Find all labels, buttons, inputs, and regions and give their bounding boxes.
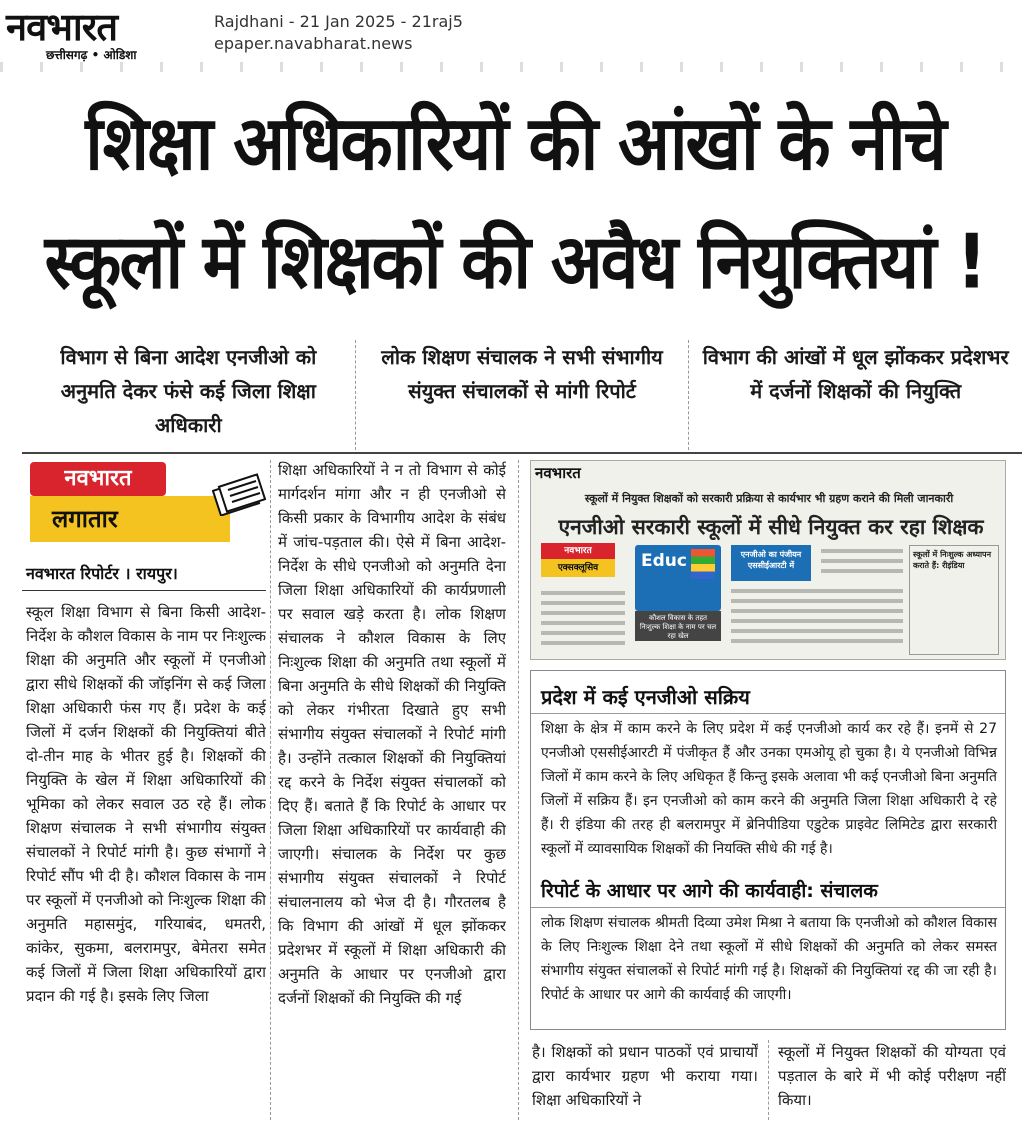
text-line bbox=[731, 609, 903, 613]
text-line bbox=[541, 641, 625, 645]
photo-caption: कौशल विकास के तहत निःशुल्क शिक्षा के नाम पर चल रहा खेल bbox=[635, 611, 721, 641]
text-line bbox=[541, 601, 625, 605]
text-line bbox=[731, 589, 903, 593]
subhead-left: विभाग से बिना आदेश एनजीओ को अनुमति देकर फंसे कई जिला शिक्षा अधिकारी bbox=[60, 345, 317, 437]
cropped-header-strip bbox=[0, 62, 1033, 72]
inset-tag-bottom: एक्सक्लूसिव bbox=[541, 559, 615, 577]
headline-line-2: स्कूलों में शिक्षकों की अवैध नियुक्तियां ! bbox=[44, 219, 986, 307]
info-box-heading-1: प्रदेश में कई एनजीओ सक्रिय bbox=[541, 685, 750, 709]
column-divider bbox=[768, 1040, 769, 1120]
text-line bbox=[731, 639, 903, 643]
inset-tag bbox=[541, 543, 615, 583]
column-divider bbox=[270, 460, 271, 1120]
badge-brand: नवभारत bbox=[30, 462, 166, 496]
info-box-heading-2: रिपोर्ट के आधार पर आगे की कार्यवाही: संचालक bbox=[541, 880, 878, 902]
text-line bbox=[821, 549, 903, 553]
article-column-1: स्कूल शिक्षा विभाग से बिना किसी आदेश-निर्देश के कौशल विकास के नाम पर निःशुल्क शिक्षा की अनुमति और स्कूलों में एनजीओ द्वारा सीधे शिक्षकों की जॉइनिंग से कई जिला शिक्षा अधिकारी फंस गए हैं। प्रदेश के कई जिलों में दर्जन शिक्षकों की नियुक्तियां बीते दो-तीन माह के भीतर हुई है। शिक्षकों की नियुक्ति के खेल में शिक्षा अधिकारियों की भूमिका को लेकर सवाल उठ रहे हैं। लोक शिक्षण संचालक ने सभी संभागीय संयुक्त संचालकों ने रिपोर्ट मांगी है। कुछ संभागों ने रिपोर्ट सौंप भी दी है। कौशल विकास के नाम पर स्कूलों में एनजीओ को निःशुल्क शिक्षा की अनुमति महासमुंद, गरियाबंद, धमतरी, कांकेर, सुकमा, बलरामपुर, बेमेतरा समेत कई जिलों में जिला शिक्षा अधिकारियों द्वारा प्रदान की गई है। इसके लिए जिला bbox=[26, 603, 266, 1005]
inset-highlight-box: एनजीओ का पंजीयन एससीईआरटी में bbox=[731, 545, 811, 581]
inset-logo: नवभारत bbox=[535, 464, 581, 482]
logo-region: छत्तीसगढ़ • ओडिशा bbox=[46, 48, 137, 62]
education-photo bbox=[635, 545, 721, 611]
masthead bbox=[0, 0, 1033, 62]
text-line bbox=[821, 569, 903, 573]
newspaper-icon bbox=[212, 470, 266, 516]
badge-series: लगातार bbox=[30, 496, 230, 542]
info-box bbox=[530, 670, 1006, 1030]
main-headline bbox=[10, 85, 1020, 323]
article-column-4: स्कूलों में नियुक्त शिक्षकों की योग्यता एवं पड़ताल के बारे में भी कोई परीक्षण नहीं किया। bbox=[778, 1043, 1006, 1109]
info-box-rule bbox=[531, 907, 1005, 908]
text-line bbox=[731, 629, 903, 633]
column-divider bbox=[518, 460, 519, 1120]
text-line bbox=[541, 631, 625, 635]
section-divider bbox=[22, 452, 1022, 454]
article-column-3: है। शिक्षकों को प्रधान पाठकों एवं प्राचार्यों द्वारा कार्यभार ग्रहण भी कराया गया। शिक्षा अधिकारियों ने bbox=[532, 1043, 758, 1109]
subhead-right: विभाग की आंखों में धूल झोंककर प्रदेशभर में दर्जनों शिक्षकों की नियुक्ति bbox=[688, 340, 1022, 450]
text-line bbox=[541, 621, 625, 625]
text-line bbox=[731, 619, 903, 623]
inset-side-box bbox=[909, 545, 999, 655]
inset-title: एनजीओ सरकारी स्कूलों में सीधे नियुक्त कर रहा शिक्षक bbox=[558, 515, 984, 539]
series-badge bbox=[30, 462, 252, 552]
text-line bbox=[541, 591, 625, 595]
article-column-2: शिक्षा अधिकारियों ने न तो विभाग से कोई मार्गदर्शन मांगा और न ही एनजीओ से किसी प्रकार के विभागीय आदेश के संबंध में जांच-पड़ताल की। ऐसे में बिना आदेश-निर्देश के सीधे एनजीओ को अनुमति देना जिला शिक्षा अधिकारियों की कार्यप्रणाली पर सवाल खड़े करता है। लोक शिक्षण संचालक ने कौशल विकास के लिए निःशुल्क शिक्षा की अनुमति तथा स्कूलों में बिना अनुमति के सीधे शिक्षकों की नियुक्ति को लेकर गंभीरता दिखाते हुए सभी संभागीय संयुक्त संचालकों ने रिपोर्ट मांगी है। उन्होंने तत्काल शिक्षकों की नियुक्तियां रद्द करने के निर्देश संयुक्त संचालकों को दिए हैं। बताते हैं कि रिपोर्ट के आधार पर जिला शिक्षा अधिकारियों पर कार्यवाही की जाएगी। संचालक के निर्देश पर कुछ संभागीय संयुक्त संचालकों ने रिपोर्ट संचालनालय को भेज दी है। गौरतलब है कि विभाग की आंखों में धूल झोंककर प्रदेशभर में स्कूलों में शिक्षा अधिकारी की अनुमति के आधार पर एनजीओ द्वारा दर्जनों शिक्षकों की नियुक्ति की गई bbox=[278, 461, 506, 1007]
text-line bbox=[821, 559, 903, 563]
newspaper-logo[interactable] bbox=[4, 4, 200, 60]
inset-clipping[interactable] bbox=[530, 460, 1006, 660]
edu-word: Educ bbox=[641, 551, 687, 571]
inset-kicker: स्कूलों में नियुक्त शिक्षकों को सरकारी प्रक्रिया से कार्यभार भी ग्रहण कराने की मिली जानकारी bbox=[584, 492, 954, 505]
subhead-center: लोक शिक्षण संचालक ने सभी संभागीय संयुक्त संचालकों से मांगी रिपोर्ट bbox=[355, 340, 689, 450]
headline-line-1: शिक्षा अधिकारियों की आंखों के नीचे bbox=[85, 100, 945, 188]
epaper-url[interactable]: epaper.navabharat.news bbox=[214, 34, 413, 53]
text-line bbox=[731, 599, 903, 603]
text-line bbox=[541, 611, 625, 615]
inset-tag-top: नवभारत bbox=[541, 543, 615, 559]
logo-wordmark: नवभारत bbox=[6, 5, 117, 49]
info-box-rule bbox=[531, 713, 1005, 714]
byline: नवभारत रिपोर्टर । रायपुर। bbox=[26, 564, 178, 583]
books-icon bbox=[691, 549, 715, 579]
subheads-row bbox=[22, 340, 1022, 450]
edition-info: Rajdhani - 21 Jan 2025 - 21raj5 bbox=[214, 12, 463, 31]
inset-side-box-title: स्कूलों में निःशुल्क अध्यापन कराते हैं: रीइंडिया bbox=[913, 550, 992, 570]
info-box-paragraph-2: लोक शिक्षण संचालक श्रीमती दिव्या उमेश मिश्रा ने बताया कि एनजीओ को कौशल विकास के लिए निःशुल्क शिक्षा देने तथा स्कूलों में सीधे शिक्षकों की अनुमति को लेकर समस्त संभागीय संयुक्त संचालकों से रिपोर्ट मांगी गई है। शिक्षकों की नियुक्तियां रद्द की जा रही है। रिपोर्ट के आधार पर आगे की कार्यवाई की जाएगी। bbox=[541, 915, 997, 1003]
info-box-paragraph-1: शिक्षा के क्षेत्र में काम करने के लिए प्रदेश में कई एनजीओ कार्य कर रहे हैं। इनमें से 27 एनजीओ एससीईआरटी में पंजीकृत हैं और उनका एमओयू हो चुका है। ये एनजीओ विभिन्न जिलों में काम करने के लिए अधिकृत हैं किन्तु इसके अलावा भी कई एनजीओ बिना अनुमति जिलों में सक्रिय हैं। इन एनजीओ को काम करने की अनुमति जिला शिक्षा अधिकारी दे रहे हैं। री इंडिया की तरह ही बलरामपुर में ब्रेनिपीडिया एडुटेक प्राइवेट लिमिटेड द्वारा सरकारी स्कूलों में व्यावसायिक शिक्षकों की नियक्ति सीधे की गई है। bbox=[541, 721, 997, 857]
byline-rule bbox=[22, 590, 266, 591]
